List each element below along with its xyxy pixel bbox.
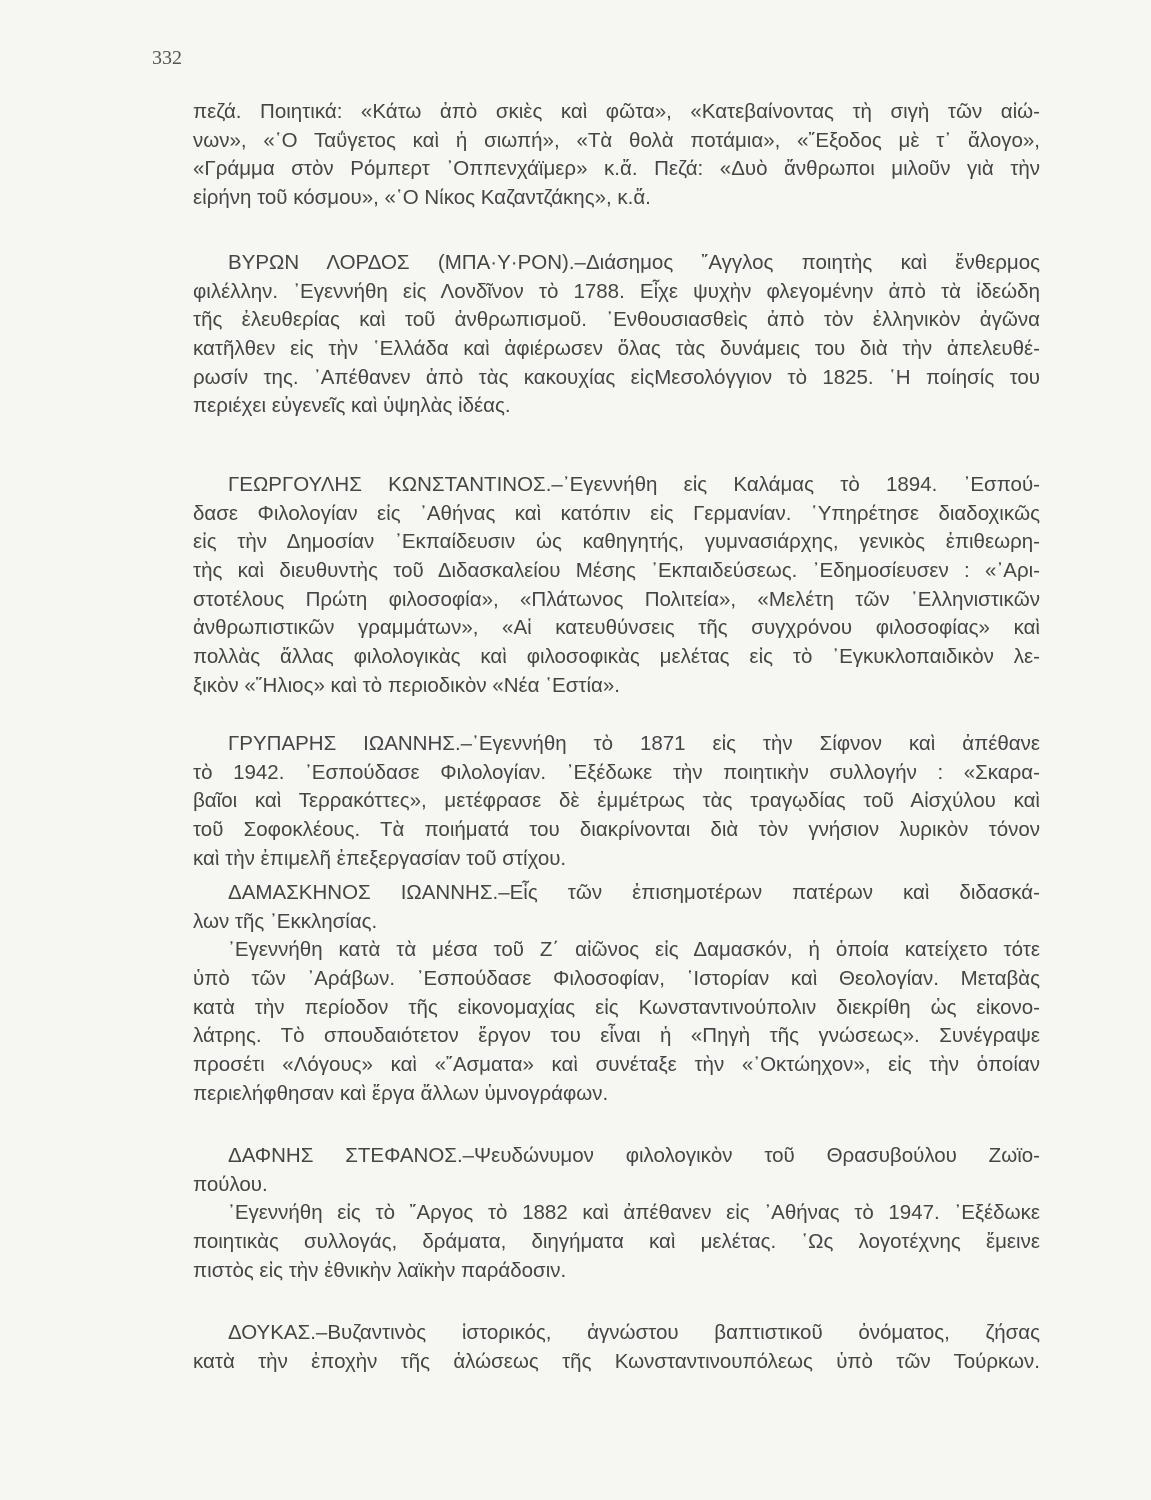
text-line: καὶ τὴν ἐπιμελῆ ἐπεξεργασίαν τοῦ στίχου.	[193, 846, 567, 870]
text-line: ΔΑΜΑΣΚΗΝΟΣ ΙΩΑΝΝΗΣ.–Εἷς τῶν ἐπισημοτέρων πατέρων καὶ διδασκά-	[228, 881, 1040, 904]
text-line: ὑπὸ τῶν ᾿Αράβων. ᾿Εσπούδασε Φιλοσοφίαν, ῾Ιστορίαν καὶ Θεολογίαν. Μεταβὰς	[193, 967, 1040, 991]
text-line: κατὰ τὴν ἐποχὴν τῆς ἁλώσεως τῆς Κωνσταντινουπόλεως ὑπὸ τῶν Τούρκων.	[193, 1349, 1040, 1373]
text-line: τὴς καὶ διευθυντὴς τοῦ Διδασκαλείου Μέσης ᾿Εκπαιδεύσεως. ᾿Εδημοσίευσεν : «᾿Αρι-	[193, 559, 1040, 583]
text-line: ΓΕΩΡΓΟΥΛΗΣ ΚΩΝΣΤΑΝΤΙΝΟΣ.–᾿Εγεννήθη εἰς Καλάμας τὸ 1894. ᾿Εσπού-	[228, 473, 1040, 496]
text-line: περιελήφθησαν καὶ ἔργα ἄλλων ὑμνογράφων.	[193, 1081, 609, 1105]
text-line: πιστὸς εἰς τὴν ἐθνικὴν λαϊκὴν παράδοσιν.	[193, 1258, 567, 1282]
text-line: νων», «῾Ο Ταΰγετος καὶ ἡ σιωπή», «Τὰ θολὰ ποτάμια», «῎Εξοδος μὲ τ᾿ ἄλογο»,	[193, 128, 1040, 152]
text-line: ᾿Εγεννήθη κατὰ τὰ μέσα τοῦ Ζ΄ αἰῶνος εἰς Δαμασκόν, ἡ ὁποία κατείχετο τότε	[228, 938, 1040, 962]
text-line: λάτρης. Τὸ σπουδαιότετον ἔργον του εἶναι ἡ «Πηγὴ τῆς γνώσεως». Συνέγραψε	[193, 1024, 1040, 1048]
entry-damaskinos	[193, 879, 1040, 1109]
entry-byron	[193, 249, 1040, 421]
text-line: ΔΑΦΝΗΣ ΣΤΕΦΑΝΟΣ.–Ψευδώνυμον φιλολογικὸν τοῦ Θρασυβούλου Ζωϊο-	[228, 1144, 1040, 1167]
text-line: ρωσίν της. ᾿Απέθανεν ἀπὸ τὰς κακουχίας εἰςΜεσολόγγιον τὸ 1825. ῾Η ποίησίς του	[193, 365, 1040, 389]
text-line: τοῦ Σοφοκλέους. Τὰ ποιήματά του διακρίνονται διὰ τὸν γνήσιον λυρικὸν τόνον	[193, 818, 1040, 842]
entry-georgoulis	[193, 471, 1040, 701]
text-line: εἰς τὴν Δημοσίαν ᾿Εκπαίδευσιν ὡς καθηγητής, γυμνασιάρχης, γενικὸς ἐπιθεωρη-	[193, 530, 1040, 554]
text-line: ἀνθρωπιστικῶν γραμμάτων», «Αἱ κατευθύνσεις τῆς συγχρόνου φιλοσοφίας» καὶ	[193, 616, 1040, 640]
text-line: πολλὰς ἄλλας φιλολογικὰς καὶ φιλοσοφικὰς μελέτας εἰς τὸ ᾿Εγκυκλοπαιδικὸν λε-	[193, 645, 1040, 669]
text-line: δασε Φιλολογίαν εἰς ᾿Αθήνας καὶ κατόπιν εἰς Γερμανίαν. ῾Υπηρέτησε διαδοχικῶς	[193, 501, 1040, 525]
text-line: ᾿Εγεννήθη εἰς τὸ ῎Αργος τὸ 1882 καὶ ἀπέθανεν εἰς ᾿Αθήνας τὸ 1947. ᾿Εξέδωκε	[228, 1201, 1040, 1225]
text-line: πούλου.	[193, 1172, 268, 1196]
text-line: τῆς ἐλευθερίας καὶ τοῦ ἀνθρωπισμοῦ. ᾿Ενθουσιασθεὶς ἀπὸ τὸν ἑλληνικὸν ἀγῶνα	[193, 308, 1040, 332]
text-line: περιέχει εὐγενεῖς καὶ ὑψηλὰς ἰδέας.	[193, 394, 511, 418]
text-line: ΒΥΡΩΝ ΛΟΡΔΟΣ (ΜΠΑ·Υ·ΡΟΝ).–Διάσημος ῎Αγγλος ποιητὴς καὶ ἔνθερμος	[228, 251, 1040, 274]
text-line: κατὰ τὴν περίοδον τῆς εἰκονομαχίας εἰς Κωνσταντινούπολιν διεκρίθη ὡς εἰκονο-	[193, 995, 1040, 1019]
entry-doukas	[193, 1319, 1040, 1376]
text-line: στοτέλους Πρώτη φιλοσοφία», «Πλάτωνος Πολιτεία», «Μελέτη τῶν ῾Ελληνιστικῶν	[193, 587, 1040, 611]
text-line: κατῆλθεν εἰς τὴν ῾Ελλάδα καὶ ἀφιέρωσεν ὅλας τὰς δυνάμεις του διὰ τὴν ἀπελευθέ-	[193, 337, 1040, 361]
text-line: «Γράμμα στὸν Ρόμπερτ ᾿Οππενχάϊμερ» κ.ἄ. Πεζά: «Δυὸ ἄνθρωποι μιλοῦν γιὰ τὴν	[193, 157, 1040, 181]
text-line: πεζά. Ποιητικά: «Κάτω ἀπὸ σκιὲς καὶ φῶτα», «Κατεβαίνοντας τὴ σιγὴ τῶν αἰώ-	[193, 100, 1040, 123]
text-line: τὸ 1942. ᾿Εσπούδασε Φιλολογίαν. ᾿Εξέδωκε τὴν ποιητικὴν συλλογήν : «Σκαρα-	[193, 760, 1040, 784]
text-line: προσέτι «Λόγους» καὶ «῎Ασματα» καὶ συνέταξε τὴν «᾿Οκτώηχον», εἰς τὴν ὁποίαν	[193, 1053, 1040, 1077]
text-line: ποιητικὰς συλλογάς, δράματα, διηγήματα καὶ μελέτας. ῾Ως λογοτέχνης ἔμεινε	[193, 1230, 1040, 1254]
text-line: βαῖοι καὶ Τερρακόττες», μετέφρασε δὲ ἐμμέτρως τὰς τραγῳδίας τοῦ Αἰσχύλου καὶ	[193, 789, 1040, 813]
paragraph-intro-continuation	[193, 98, 1040, 213]
text-line: ΓΡΥΠΑΡΗΣ ΙΩΑΝΝΗΣ.–᾿Εγεννήθη τὸ 1871 εἰς τὴν Σίφνον καὶ ἀπέθανε	[228, 732, 1040, 755]
entry-gryparis	[193, 730, 1040, 873]
text-line: φιλέλλην. ᾿Εγεννήθη εἰς Λονδῖνον τὸ 1788. Εἶχε ψυχὴν φλεγομένην ἀπὸ τὰ ἰδεώδη	[193, 279, 1040, 303]
entry-dafnis	[193, 1142, 1040, 1285]
text-line: εἰρήνη τοῦ κόσμου», «῾Ο Νίκος Καζαντζάκης», κ.ἄ.	[193, 186, 651, 210]
text-line: λων τῆς ᾿Εκκλησίας.	[193, 909, 378, 933]
page-number: 332	[152, 47, 182, 69]
text-line: ξικὸν «῞Ηλιος» καὶ τὸ περιοδικὸν «Νέα ῾Εστία».	[193, 673, 620, 697]
text-line: ΔΟΥΚΑΣ.–Βυζαντινὸς ἱστορικός, ἀγνώστου βαπτιστικοῦ ὀνόματος, ζήσας	[228, 1321, 1040, 1344]
